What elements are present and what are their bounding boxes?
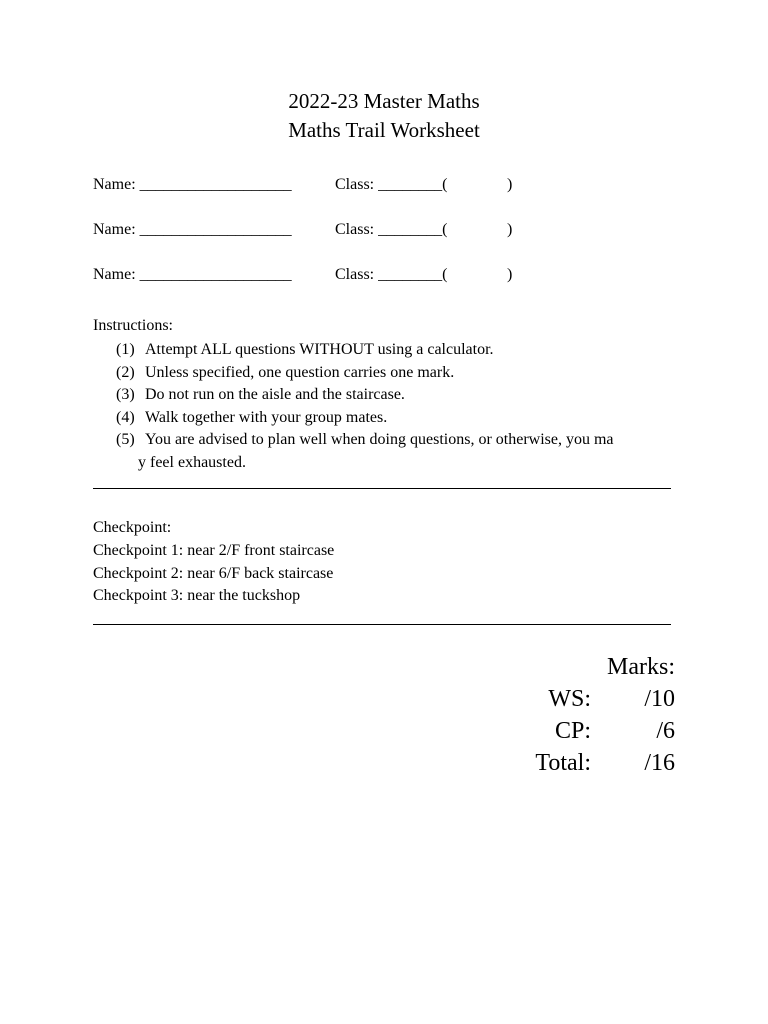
- marks-label-ws: WS:: [548, 686, 591, 712]
- worksheet-title-line2: Maths Trail Worksheet: [288, 118, 480, 142]
- name-field-label: Name: ___________________: [93, 221, 292, 238]
- instructions-heading: Instructions:: [93, 317, 173, 334]
- class-field-label: Class: ________(: [335, 176, 448, 193]
- instruction-item: [116, 407, 676, 430]
- instruction-text: Do not run on the aisle and the staircase.: [145, 386, 405, 403]
- instruction-item: [116, 362, 676, 385]
- marks-heading: Marks:: [607, 654, 675, 680]
- class-number-close: ): [507, 221, 513, 238]
- class-field-label: Class: ________(: [335, 221, 448, 238]
- instruction-number: (4): [116, 408, 135, 426]
- instruction-number: (1): [116, 341, 135, 358]
- checkpoint-heading: Checkpoint:: [93, 519, 172, 536]
- instruction-number: (3): [116, 386, 135, 403]
- section-divider: [93, 624, 671, 625]
- instruction-number: (2): [116, 363, 135, 381]
- class-field-label: Class: ________(: [335, 266, 448, 283]
- instruction-text: Walk together with your group mates.: [145, 408, 388, 426]
- name-field-label: Name: ___________________: [93, 176, 292, 193]
- checkpoint-item: Checkpoint 2: near 6/F back staircase: [93, 565, 334, 582]
- instructions-list: [116, 339, 676, 474]
- instruction-text: You are advised to plan well when doing questions, or otherwise, you ma: [145, 431, 614, 448]
- class-number-close: ): [507, 266, 513, 283]
- instruction-text: Unless specified, one question carries one mark.: [145, 363, 455, 381]
- instruction-item: [116, 339, 676, 362]
- marks-label-total: Total:: [535, 750, 591, 776]
- marks-value-total: /16: [644, 750, 675, 776]
- instruction-item: [116, 384, 676, 407]
- instruction-item: [116, 429, 676, 452]
- marks-value-ws: /10: [644, 686, 675, 712]
- checkpoint-item: Checkpoint 3: near the tuckshop: [93, 587, 301, 604]
- name-field-label: Name: ___________________: [93, 266, 292, 283]
- instruction-text: Attempt ALL questions WITHOUT using a calculator.: [145, 341, 494, 358]
- instruction-continuation: y feel exhausted.: [138, 453, 246, 471]
- section-divider: [93, 488, 671, 489]
- instruction-number: (5): [116, 431, 135, 448]
- worksheet-title-line1: 2022-23 Master Maths: [288, 89, 480, 113]
- marks-value-cp: /6: [656, 718, 675, 744]
- marks-label-cp: CP:: [554, 718, 591, 744]
- checkpoint-item: Checkpoint 1: near 2/F front staircase: [93, 542, 335, 559]
- class-number-close: ): [507, 176, 513, 193]
